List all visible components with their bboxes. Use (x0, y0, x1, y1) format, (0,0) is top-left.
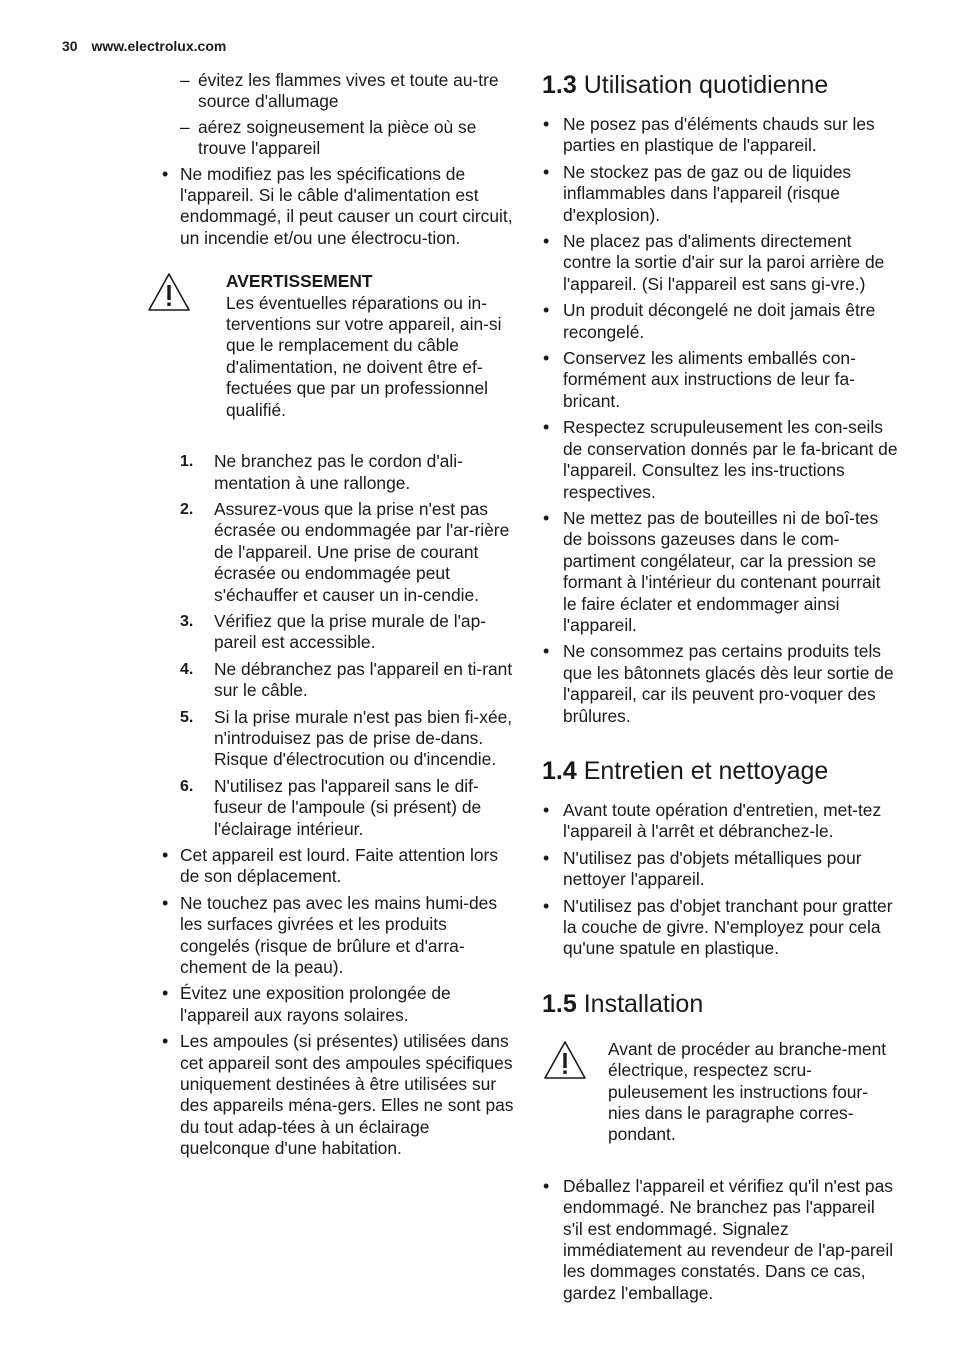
list-item: • Cet appareil est lourd. Faite attention lors de son déplacement. (162, 845, 499, 887)
list-item: • Ne stockez pas de gaz ou de liquides inflammables dans l'appareil (risque d'explosion). (543, 161, 852, 225)
list-item: • Ne consommez pas certains produits tels que les bâtonnets glacés dès leur sortie de l'appareil, car ils peuvent pro-voquer des brûlures. (543, 641, 894, 726)
note-box (542, 1039, 898, 1146)
warning-text: Les éventuelles réparations ou in-terventions sur votre appareil, ain-si que le remplacement du câble d'alimentation, ne doivent être ef-fectuées que par un professionnel qualifié. (226, 292, 502, 420)
list-item: • Déballez l'appareil et vérifiez qu'il n'est pas endommagé. Ne branchez pas l'appareil s'il est endommagé. Signalez immédiatement au revendeur de l'ap-pareil les dommages constatés. Dans ce cas, gardez l'emballage. (543, 1175, 894, 1303)
list-item: – aérez soigneusement la pièce où se trouve l'appareil (180, 116, 477, 159)
numbered-item: 5. Si la prise murale n'est pas bien fi-xée, n'introduisez pas de prise de-dans. Risque d'électrocution ou d'incendie. (180, 706, 513, 770)
warning-box (160, 271, 516, 421)
list-item: • Ne modifiez pas les spécifications de l'appareil. Si le câble d'alimentation est endommagé, il peut causer un court circuit, un incendie et/ou une électrocu-tion. (162, 163, 513, 248)
warning-icon (542, 1039, 588, 1081)
section-heading: 1.3 Utilisation quotidienne (542, 71, 829, 99)
list-item: • Ne touchez pas avec les mains humi-des les surfaces givrées et les produits congelés (risque de brûlure et d'arra-chement de la peau). (162, 892, 498, 978)
warning-icon (146, 271, 192, 313)
section-heading: 1.5 Installation (542, 989, 704, 1018)
list-item: • Les ampoules (si présentes) utilisées dans cet appareil sont des ampoules spécifiques uniquement destinées à être utilisées sur des appareils ména-gers. Elles ne sont pas du tout adap-tées à un éclairage quelconque d'une habitation. (162, 1031, 514, 1159)
list-item: • N'utilisez pas d'objets métalliques pour nettoyer l'appareil. (543, 847, 862, 890)
page-header (62, 38, 226, 54)
list-item: • Un produit décongelé ne doit jamais être recongelé. (543, 300, 876, 342)
list-item: • Ne mettez pas de bouteilles ni de boî-tes de boissons gazeuses dans le com-partiment congélateur, car la pression se formant à l'intérieur du contenant pourrait le faire éclater et endommager ainsi l'appareil. (543, 507, 881, 635)
list-item: • Ne posez pas d'éléments chauds sur les parties en plastique de l'appareil. (543, 114, 875, 156)
list-item: • N'utilisez pas d'objet tranchant pour gratter la couche de givre. N'employez pour cela qu'une spatule en plastique. (543, 895, 893, 959)
right-column (542, 70, 898, 1309)
numbered-item: 3. Vérifiez que la prise murale de l'ap-pareil est accessible. (180, 610, 487, 653)
list-item: – évitez les flammes vives et toute au-tre source d'allumage (180, 70, 499, 112)
note-text: Avant de procéder au branche-ment électrique, respectez scru-puleusement les instructions four-nies dans le paragraphe corres-pondant. (608, 1038, 887, 1145)
list-item: • Respectez scrupuleusement les con-seils de conservation donnés par le fa-bricant de l'appareil. Consultez les ins-tructions respectives. (543, 417, 898, 502)
warning-title: AVERTISSEMENT (226, 271, 373, 292)
list-item: • Ne placez pas d'aliments directement contre la sortie d'air sur la paroi arrière de l'appareil. (Si l'appareil est sans gi-vre.) (543, 231, 885, 294)
numbered-item: 4. Ne débranchez pas l'appareil en ti-rant sur le câble. (180, 658, 513, 701)
section-heading: 1.4 Entretien et nettoyage (542, 756, 829, 785)
list-item: • Conservez les aliments emballés con-formément aux instructions de leur fa-bricant. (543, 348, 856, 411)
site-url: www.electrolux.com (91, 38, 227, 54)
numbered-item: 1. Ne branchez pas le cordon d'ali-mentation à une rallonge. (180, 451, 463, 493)
numbered-item: 2. Assurez-vous que la prise n'est pas écrasée ou endommagée par l'ar-rière de l'appareil. Une prise de courant écrasée ou endommagée peut s'échauffer et causer un in-cendie. (180, 498, 510, 605)
left-column (160, 70, 516, 1165)
list-item: • Avant toute opération d'entretien, met-tez l'appareil à l'arrêt et débranchez-le. (543, 799, 882, 842)
list-item: • Évitez une exposition prolongée de l'appareil aux rayons solaires. (162, 983, 451, 1025)
numbered-item: 6. N'utilisez pas l'appareil sans le dif-fuseur de l'ampoule (si présent) de l'éclairage intérieur. (180, 775, 482, 839)
page-number: 30 (62, 38, 78, 54)
